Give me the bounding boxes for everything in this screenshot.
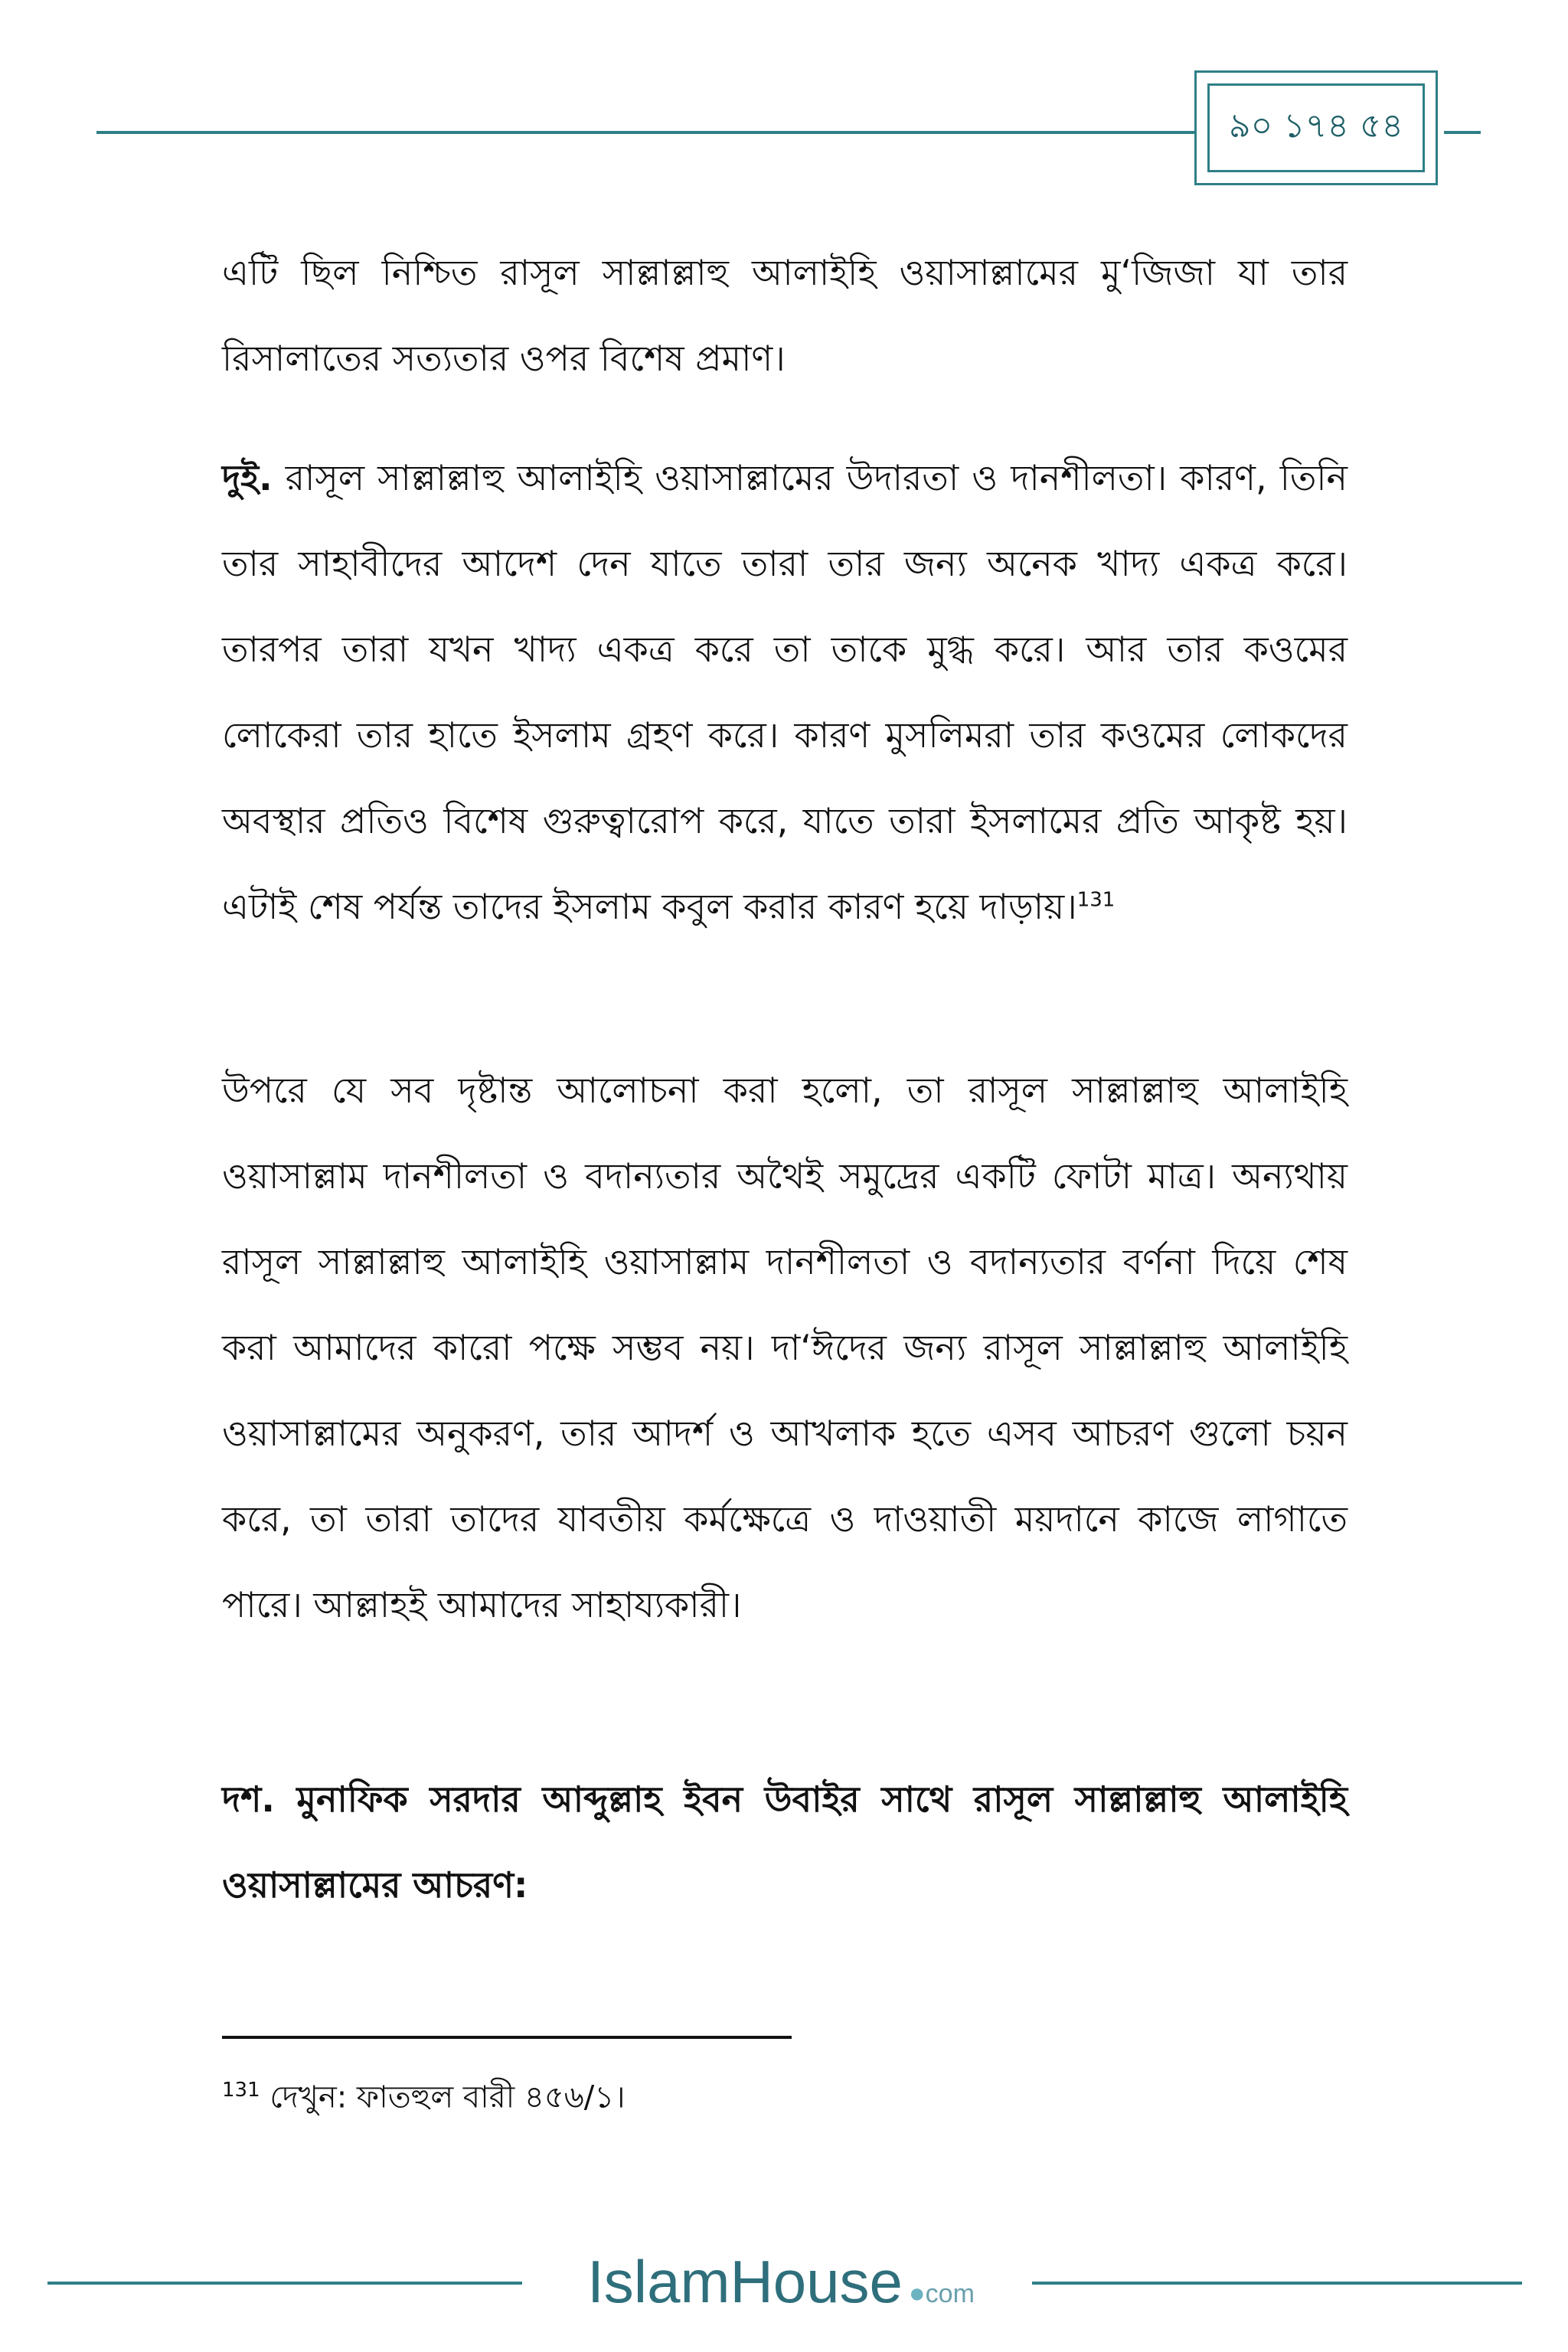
footnote-text: দেখুন: ফাতহুল বারী ৪৫৬/১। — [260, 2079, 626, 2115]
paragraph-2-lead: দুই. — [222, 457, 273, 498]
page-number-frame — [1207, 83, 1425, 172]
footnote-reference[interactable]: 131 — [1076, 888, 1116, 912]
page-number: ৯০ ১৭৪ ৫৪ — [1229, 106, 1403, 145]
paragraph-1: এটি ছিল নিশ্চিত রাসূল সাল্লাল্লাহু আলাইহি ওয়াসাল্লামের মু‘জিজা যা তার রিসালাতের সত্যতার ওপর বিশেষ প্রমাণ। — [222, 252, 1348, 379]
paragraph-3: উপরে যে সব দৃষ্টান্ত আলোচনা করা হলো, তা রাসূল সাল্লাল্লাহু আলাইহি ওয়াসাল্লাম দানশীলতা ও বদান্যতার অথৈই সমুদ্রের একটি ফোটা মাত্র। অন্যথায় রাসূল সাল্লাল্লাহু আলাইহি ওয়াসাল্লাম দানশীলতা ও বদান্যতার বর্ণনা দিয়ে শেষ করা আমাদের কারো পক্ষে সম্ভব নয়। দা‘ঈদের জন্য রাসূল সাল্লাল্লাহু আলাইহি ওয়াসাল্লামের অনুকরণ, তার আদর্শ ও আখলাক হতে এসব আচরণ গুলো চয়ন করে, তা তারা তাদের যাবতীয় কর্মক্ষেত্রে ও দাওয়াতী ময়দানে কাজে লাগাতে পারে। আল্লাহই আমাদের সাহায্যকারী। — [222, 1070, 1348, 1625]
header-rule-left — [96, 131, 1196, 134]
footnote-number: 131 — [222, 2079, 260, 2102]
paragraph-2-text: রাসূল সাল্লাল্লাহু আলাইহি ওয়াসাল্লামের উদারতা ও দানশীলতা। কারণ, তিনি তার সাহাবীদের আদেশ দেন যাতে তারা তার জন্য অনেক খাদ্য একত্র করে। তারপর তারা যখন খাদ্য একত্র করে তা তাকে মুগ্ধ করে। আর তার কওমের লোকেরা তার হাতে ইসলাম গ্রহণ করে। কারণ মুসলিমরা তার কওমের লোকদের অবস্থার প্রতিও বিশেষ গুরুত্বারোপ করে, যাতে তারা ইসলামের প্রতি আকৃষ্ট হয়। এটাই শেষ পর্যন্ত তাদের ইসলাম কবুল করার কারণ হয়ে দাড়ায়। — [222, 457, 1348, 927]
logo-dot-icon: ● — [908, 2277, 926, 2308]
logo-domain: com — [925, 2279, 975, 2308]
footnote-divider — [222, 2036, 792, 2039]
footer-rule-right — [1032, 2282, 1522, 2285]
section-heading: দশ. মুনাফিক সরদার আব্দুল্লাহ ইবন উবাইর সাথে রাসূল সাল্লাল্লাহু আলাইহি ওয়াসাল্লামের আচরণ: — [222, 1779, 1348, 1906]
footnote — [222, 2067, 1348, 2120]
header-rule-right — [1444, 131, 1481, 134]
islamhouse-logo[interactable] — [544, 2247, 1018, 2316]
page-number-box — [1194, 70, 1438, 185]
footer-rule-left — [47, 2282, 522, 2285]
paragraph-2 — [222, 435, 1348, 949]
logo-wordmark: IslamHouse — [587, 2248, 903, 2315]
